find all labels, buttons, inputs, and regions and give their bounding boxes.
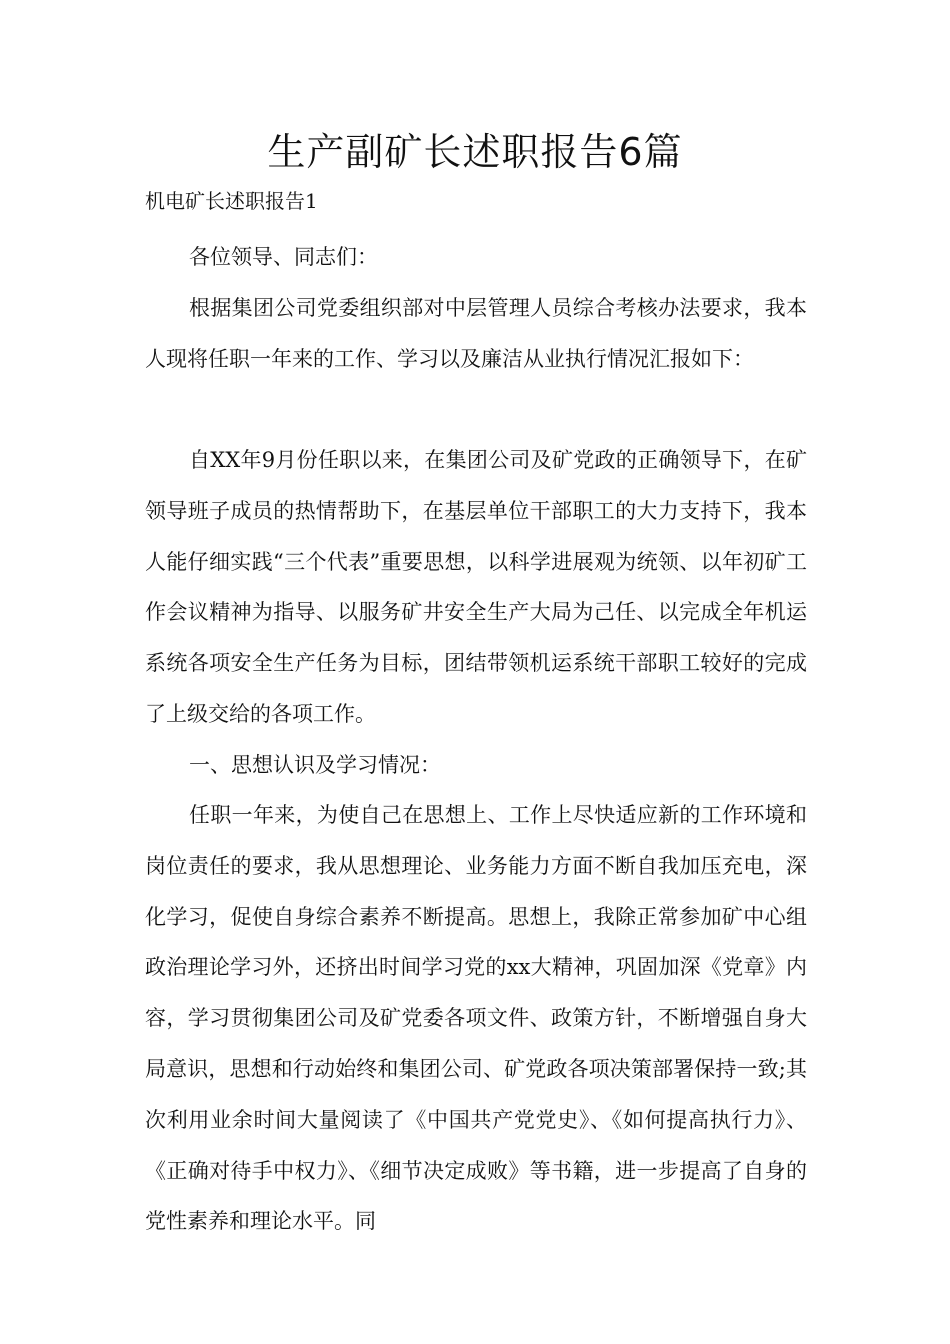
greeting: 各位领导、同志们：: [189, 245, 378, 269]
paragraph: 根据集团公司党委组织部对中层管理人员综合考核办法要求，我本人现将任职一年来的工作、学习以及廉洁从业执行情况汇报如下：: [145, 296, 807, 371]
document-title: 生产副矿长述职报告6篇: [267, 130, 683, 174]
document-subtitle: 机电矿长述职报告1: [145, 189, 318, 213]
paragraph: 自XX年9月份任职以来，在集团公司及矿党政的正确领导下，在矿领导班子成员的热情帮助下，在基层单位干部职工的大力支持下，我本人能仔细实践“三个代表”重要思想，以科学进展观为统领、以年初矿工作会议精神为指导、以服务矿井安全生产大局为己任、以完成全年机运系统各项安全生产任务为目标，团结带领机运系统干部职工较好的完成了上级交给的各项工作。: [145, 448, 807, 726]
section-paragraph: 任职一年来，为使自己在思想上、工作上尽快适应新的工作环境和岗位责任的要求，我从思想理论、业务能力方面不断自我加压充电，深化学习，促使自身综合素养不断提高。思想上，我除正常参加矿中心组政治理论学习外，还挤出时间学习党的xx大精神，巩固加深《党章》内容，学习贯彻集团公司及矿党委各项文件、政策方针，不断增强自身大局意识，思想和行动始终和集团公司、矿党政各项决策部署保持一致;其次利用业余时间大量阅读了《中国共产党党史》、《如何提高执行力》、《正确对待手中权力》、《细节决定成败》等书籍，进一步提高了自身的党性素养和理论水平。同: [145, 803, 807, 1234]
section-heading: 一、思想认识及学习情况：: [189, 753, 441, 777]
